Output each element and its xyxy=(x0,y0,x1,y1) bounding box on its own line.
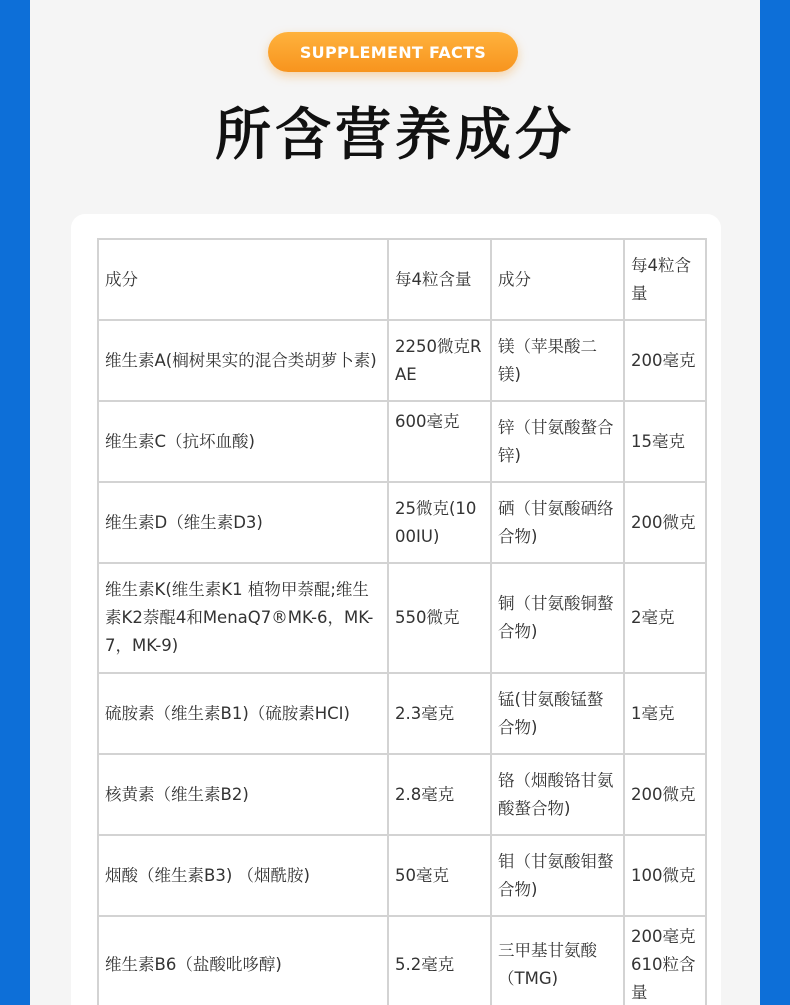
ingredient-name: 烟酸（维生素B3) （烟酰胺) xyxy=(98,835,388,916)
ingredient-amount: 2.3毫克 xyxy=(388,673,491,754)
ingredient-amount: 100微克 xyxy=(624,835,706,916)
table-row xyxy=(98,673,706,754)
supplement-facts-badge: SUPPLEMENT FACTS xyxy=(268,32,518,72)
ingredient-name: 维生素B6（盐酸吡哆醇) xyxy=(98,916,388,1005)
ingredient-amount: 5.2毫克 xyxy=(388,916,491,1005)
ingredient-amount: 25微克(1000IU) xyxy=(388,482,491,563)
ingredient-amount: 200微克 xyxy=(624,754,706,835)
ingredient-amount: 200毫克610粒含量 xyxy=(624,916,706,1005)
ingredient-name: 锌（甘氨酸螯合锌) xyxy=(491,401,624,482)
column-header: 每4粒含量 xyxy=(624,239,706,320)
ingredient-amount: 2毫克 xyxy=(624,563,706,673)
ingredient-amount: 550微克 xyxy=(388,563,491,673)
ingredient-amount: 15毫克 xyxy=(624,401,706,482)
ingredient-amount: 200毫克 xyxy=(624,320,706,401)
ingredient-name: 铬（烟酸铬甘氨酸螯合物) xyxy=(491,754,624,835)
table-row xyxy=(98,754,706,835)
ingredient-amount: 2.8毫克 xyxy=(388,754,491,835)
ingredient-name: 核黄素（维生素B2) xyxy=(98,754,388,835)
table-header-row xyxy=(98,239,706,320)
ingredient-name: 硫胺素（维生素B1)（硫胺素HCI) xyxy=(98,673,388,754)
ingredient-amount: 2250微克RAE xyxy=(388,320,491,401)
ingredient-name: 维生素A(榈树果实的混合类胡萝卜素) xyxy=(98,320,388,401)
column-header: 成分 xyxy=(491,239,624,320)
ingredient-amount: 200微克 xyxy=(624,482,706,563)
facts-card xyxy=(71,214,721,1005)
ingredient-name: 镁（苹果酸二镁) xyxy=(491,320,624,401)
ingredient-amount: 1毫克 xyxy=(624,673,706,754)
table-row xyxy=(98,916,706,1005)
table-row xyxy=(98,401,706,482)
content-panel xyxy=(30,0,760,1005)
ingredient-name: 维生素D（维生素D3) xyxy=(98,482,388,563)
supplement-facts-table xyxy=(97,238,707,1005)
ingredient-name: 三甲基甘氨酸（TMG) xyxy=(491,916,624,1005)
table-row xyxy=(98,563,706,673)
ingredient-name: 硒（甘氨酸硒络合物) xyxy=(491,482,624,563)
ingredient-name: 维生素C（抗坏血酸) xyxy=(98,401,388,482)
ingredient-name: 维生素K(维生素K1 植物甲萘醌;维生素K2萘醌4和MenaQ7®MK-6，MK-7，MK-9) xyxy=(98,563,388,673)
ingredient-name: 锰(甘氨酸锰螯合物) xyxy=(491,673,624,754)
page-title: 所含营养成分 xyxy=(215,103,575,168)
column-header: 每4粒含量 xyxy=(388,239,491,320)
ingredient-name: 钼（甘氨酸钼螯合物) xyxy=(491,835,624,916)
ingredient-amount: 50毫克 xyxy=(388,835,491,916)
ingredient-name: 铜（甘氨酸铜螯合物) xyxy=(491,563,624,673)
table-row xyxy=(98,320,706,401)
table-row xyxy=(98,835,706,916)
ingredient-amount: 600毫克 xyxy=(388,401,491,482)
column-header: 成分 xyxy=(98,239,388,320)
table-row xyxy=(98,482,706,563)
